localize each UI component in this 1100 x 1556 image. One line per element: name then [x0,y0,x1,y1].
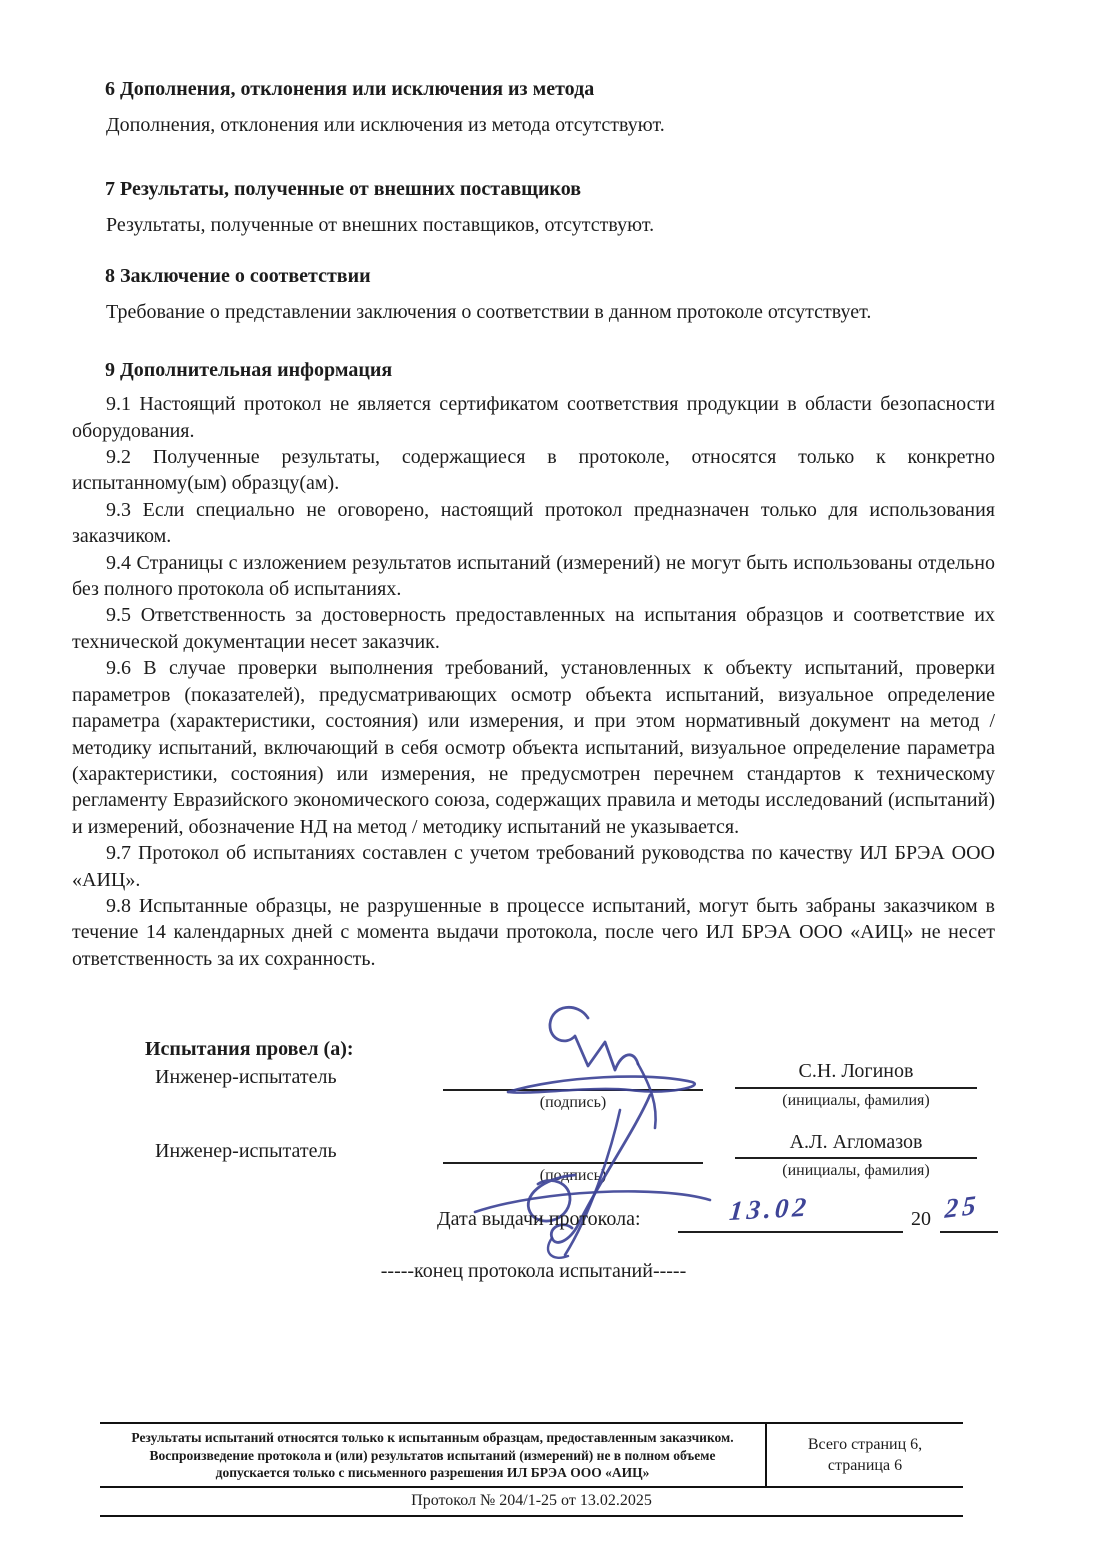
clause-9-1: 9.1 Настоящий протокол не является сертификатом соответствия продукции в области безопасности оборудования. [72,393,995,442]
section-8 [72,263,995,325]
date-issued-label: Дата выдачи протокола: [437,1208,641,1230]
section-8-paragraph: Требование о представлении заключения о соответствии в данном протоколе отсутствует. [106,300,872,323]
clause-9-7: 9.7 Протокол об испытаниях составлен с учетом требований руководства по качеству ИЛ БРЭА ООО «АИЦ». [72,842,995,891]
section-7-paragraph: Результаты, полученные от внешних поставщиков, отсутствуют. [106,214,655,237]
end-of-protocol-line: -----конец протокола испытаний----- [380,1260,687,1282]
section-6-paragraph: Дополнения, отклонения или исключения из метода отсутствуют. [106,114,665,136]
clause-9-3: 9.3 Если специально не оговорено, настоящий протокол предназначен только для использования заказчиком. [72,498,995,548]
section-6-heading: 6 Дополнения, отклонения или исключения из метода [105,78,595,100]
year-blank-line [940,1231,998,1233]
footer-note: Результаты испытаний относятся только к испытанным образцам, предоставленным заказчиком. Воспроизведение протокола и (или) результатов испытаний (измерений) не в полном объеме допускается только с письменного разрешения ИЛ БРЭА ООО «АИЦ» [100,1424,767,1486]
signature-line-1 [443,1089,703,1091]
clause-9-8: 9.8 Испытанные образцы, не разрушенные в процессе испытаний, могут быть забраны заказчиком в течение 14 календарных дней с момента выдачи протокола, после чего ИЛ БРЭА ООО «АИЦ» не несет ответственность за их сохранность. [72,894,995,970]
date-blank-line [678,1231,903,1233]
section-9 [72,357,995,972]
footer-row-note [100,1424,963,1488]
section-7 [72,176,995,238]
signer-name-2: А.Л. Агломазов [789,1131,923,1153]
name-caption-1: (инициалы, фамилия) [782,1092,930,1109]
signer-name-1: С.Н. Логинов [798,1060,914,1082]
clause-9-4: 9.4 Страницы с изложением результатов испытаний (измерений) не могут быть использованы отдельно без полного протокола об испытаниях. [72,551,995,601]
signature-caption-1: (подпись) [539,1094,607,1111]
section-9-heading: 9 Дополнительная информация [105,359,393,382]
section-7-heading: 7 Результаты, полученные от внешних поставщиков [105,178,582,201]
handwritten-year: 25 [944,1189,981,1224]
signature-line-2 [443,1162,703,1164]
footer-pages-total: Всего страниц 6, [807,1435,923,1453]
signer-role-1: Инженер-испытатель [155,1066,337,1088]
clause-9-5: 9.5 Ответственность за достоверность предоставленных на испытания образцов и соответствие их технической документации несет заказчик. [72,604,995,653]
handwritten-date: 13.02 [728,1191,812,1226]
clause-9-2: 9.2 Полученные результаты, содержащиеся в протоколе, относятся только к конкретно испытанному(ым) образцу(ам). [72,446,995,495]
signer-role-2: Инженер-испытатель [155,1140,337,1162]
document-body [72,76,995,972]
section-8-heading: 8 Заключение о соответствии [105,264,371,287]
name-line-1 [735,1087,977,1089]
footer-page-current: страница 6 [827,1456,903,1474]
footer-table [100,1422,963,1517]
section-6 [72,76,995,138]
name-line-2 [735,1157,977,1159]
name-caption-2: (инициалы, фамилия) [782,1162,930,1179]
footer-pages-cell [767,1424,963,1486]
year-prefix: 20 [911,1208,931,1230]
footer-protocol-number: Протокол № 204/1-25 от 13.02.2025 [411,1491,652,1509]
signature-caption-2: (подпись) [539,1167,607,1184]
signature-block-title: Испытания провел (а): [145,1038,354,1060]
clause-9-6: 9.6 В случае проверки выполнения требований, установленных к объекту испытаний, проверки параметров (показателей), предусматривающих осмотр объекта испытаний, визуальное определение параметра (характеристики, состояния) или измерения, и при этом нормативный документ на метод / методику испытаний, включающий в себя осмотр объекта испытаний, визуальное определение параметра (характеристики, состояния) или измерения, не предусмотрен перечнем стандартов к техническому регламенту Евразийского экономического союза, содержащих правила и методы исследований (испытаний) и измерений, обозначение НД на метод / методику испытаний не указывается. [72,657,995,838]
